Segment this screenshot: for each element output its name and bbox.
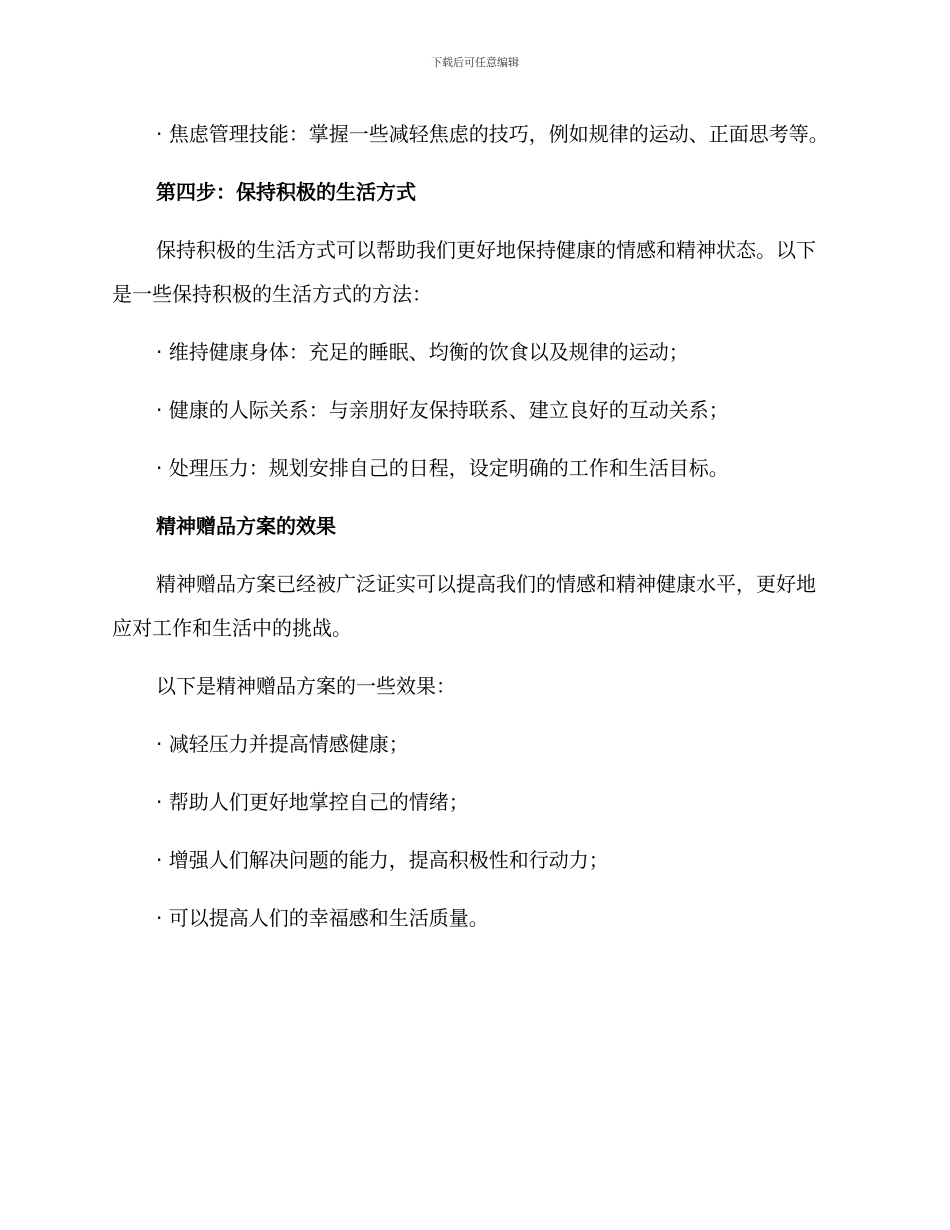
bullet-stress: · 处理压力：规划安排自己的日程，设定明确的工作和生活目标。 — [156, 456, 729, 480]
bullet-anxiety-management: · 焦虑管理技能：掌握一些减轻焦虑的技巧，例如规律的运动、正面思考等。 — [156, 122, 829, 146]
paragraph-positive-lifestyle: 保持积极的生活方式可以帮助我们更好地保持健康的情感和精神状态。以下是一些保持积极的生活方式的方法： — [112, 238, 816, 306]
paragraph-effects-intro: 精神赠品方案已经被广泛证实可以提高我们的情感和精神健康水平，更好地应对工作和生活中的挑战。 — [112, 572, 816, 640]
bullet-reduce-stress: · 减轻压力并提高情感健康； — [156, 732, 409, 756]
bullet-relationships: · 健康的人际关系：与亲朋好友保持联系、建立良好的互动关系； — [156, 398, 729, 422]
document-body — [112, 112, 834, 940]
page-header: 下载后可任意编辑 — [431, 56, 519, 69]
bullet-happiness: · 可以提高人们的幸福感和生活质量。 — [156, 906, 489, 930]
bullet-control-emotions: · 帮助人们更好地掌控自己的情绪； — [156, 790, 469, 814]
section-heading-effects: 精神赠品方案的效果 — [156, 514, 336, 538]
paragraph-effects-list-intro: 以下是精神赠品方案的一些效果： — [156, 674, 456, 698]
bullet-healthy-body: · 维持健康身体：充足的睡眠、均衡的饮食以及规律的运动； — [156, 340, 689, 364]
bullet-problem-solving: · 增强人们解决问题的能力，提高积极性和行动力； — [156, 848, 609, 872]
section-heading-step-four: 第四步：保持积极的生活方式 — [156, 180, 416, 204]
